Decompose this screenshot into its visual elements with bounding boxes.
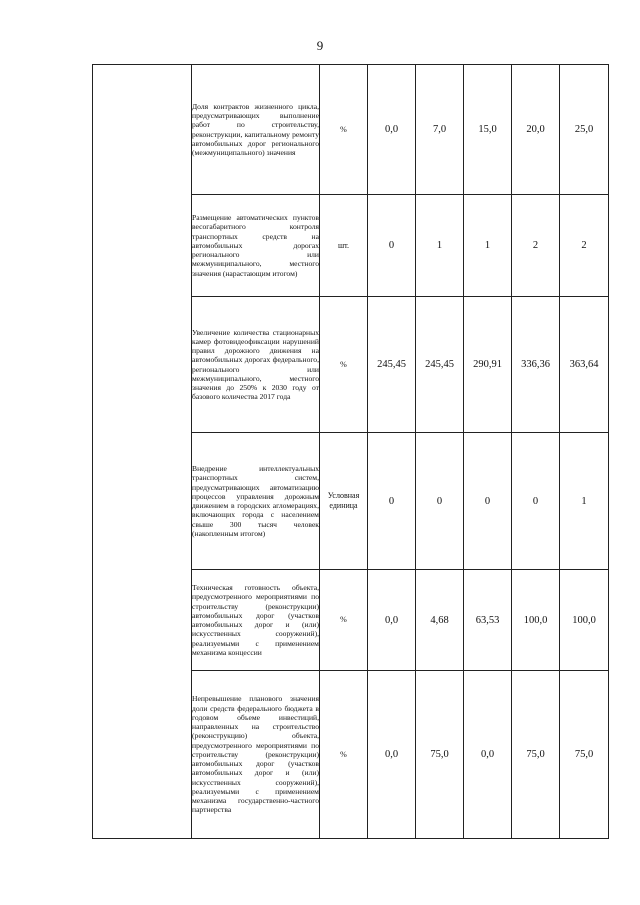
indicators-table — [92, 64, 609, 839]
value-cell: 75,0 — [416, 671, 464, 839]
value-cell: 0,0 — [368, 65, 416, 195]
value-cell: 0,0 — [464, 671, 512, 839]
value-cell: 245,45 — [416, 297, 464, 433]
value-cell: 0,0 — [368, 570, 416, 671]
value-cell: 0 — [368, 195, 416, 297]
indicator-description: Техническая готовность объекта, предусмотренного мероприятиями по строительству (реконструкции) автомобильных дорог (участков автомобильных дорог и (или) искусственных сооружений), реализуемыми с применением механизма концессии — [192, 570, 320, 671]
indicator-description: Увеличение количества стационарных камер фотовидеофиксации нарушений правил дорожного движения на автомобильных дорогах федерального, регионального или межмуниципального, местного значения до 250% к 2030 году от базового количества 2017 года — [192, 297, 320, 433]
unit-cell: % — [320, 671, 368, 839]
value-cell: 0,0 — [368, 671, 416, 839]
value-cell: 336,36 — [512, 297, 560, 433]
value-cell: 245,45 — [368, 297, 416, 433]
value-cell: 1 — [560, 433, 609, 570]
value-cell: 4,68 — [416, 570, 464, 671]
value-cell: 63,53 — [464, 570, 512, 671]
value-cell: 1 — [416, 195, 464, 297]
value-cell: 0 — [368, 433, 416, 570]
unit-cell: % — [320, 570, 368, 671]
indicator-description: Размещение автоматических пунктов весогабаритного контроля транспортных средств на автомобильных дорогах регионального или межмуниципального, местного значения (нарастающим итогом) — [192, 195, 320, 297]
value-cell: 2 — [560, 195, 609, 297]
value-cell: 1 — [464, 195, 512, 297]
indicator-description: Внедрение интеллектуальных транспортных систем, предусматривающих автоматизацию процессов управления дорожным движением в городских агломерациях, включающих города с населением свыше 300 тысяч человек (накопленным итогом) — [192, 433, 320, 570]
value-cell: 100,0 — [560, 570, 609, 671]
value-cell: 0 — [416, 433, 464, 570]
value-cell: 2 — [512, 195, 560, 297]
value-cell: 0 — [512, 433, 560, 570]
value-cell: 25,0 — [560, 65, 609, 195]
page-number: 9 — [316, 38, 324, 53]
value-cell: 75,0 — [512, 671, 560, 839]
value-cell: 290,91 — [464, 297, 512, 433]
value-cell: 100,0 — [512, 570, 560, 671]
value-cell: 75,0 — [560, 671, 609, 839]
empty-left-column — [93, 65, 192, 839]
unit-cell: шт. — [320, 195, 368, 297]
unit-cell: % — [320, 65, 368, 195]
indicator-description: Доля контрактов жизненного цикла, предусматривающих выполнение работ по строительству, реконструкции, капитальному ремонту автомобильных дорог регионального (межмуниципального) значения — [192, 65, 320, 195]
unit-cell: Условная единица — [320, 433, 368, 570]
unit-cell: % — [320, 297, 368, 433]
value-cell: 15,0 — [464, 65, 512, 195]
value-cell: 20,0 — [512, 65, 560, 195]
indicator-description: Непревышение планового значения доли средств федерального бюджета в годовом объеме инвестиций, направленных на строительство (реконструкцию) объекта, предусмотренного мероприятиями по строительству (реконструкции) автомобильных дорог (участков автомобильных дорог и (или) искусственных сооружений), реализуемыми с применением механизма государственно-частного партнерства — [192, 671, 320, 839]
value-cell: 7,0 — [416, 65, 464, 195]
table-row — [93, 65, 609, 195]
value-cell: 0 — [464, 433, 512, 570]
value-cell: 363,64 — [560, 297, 609, 433]
